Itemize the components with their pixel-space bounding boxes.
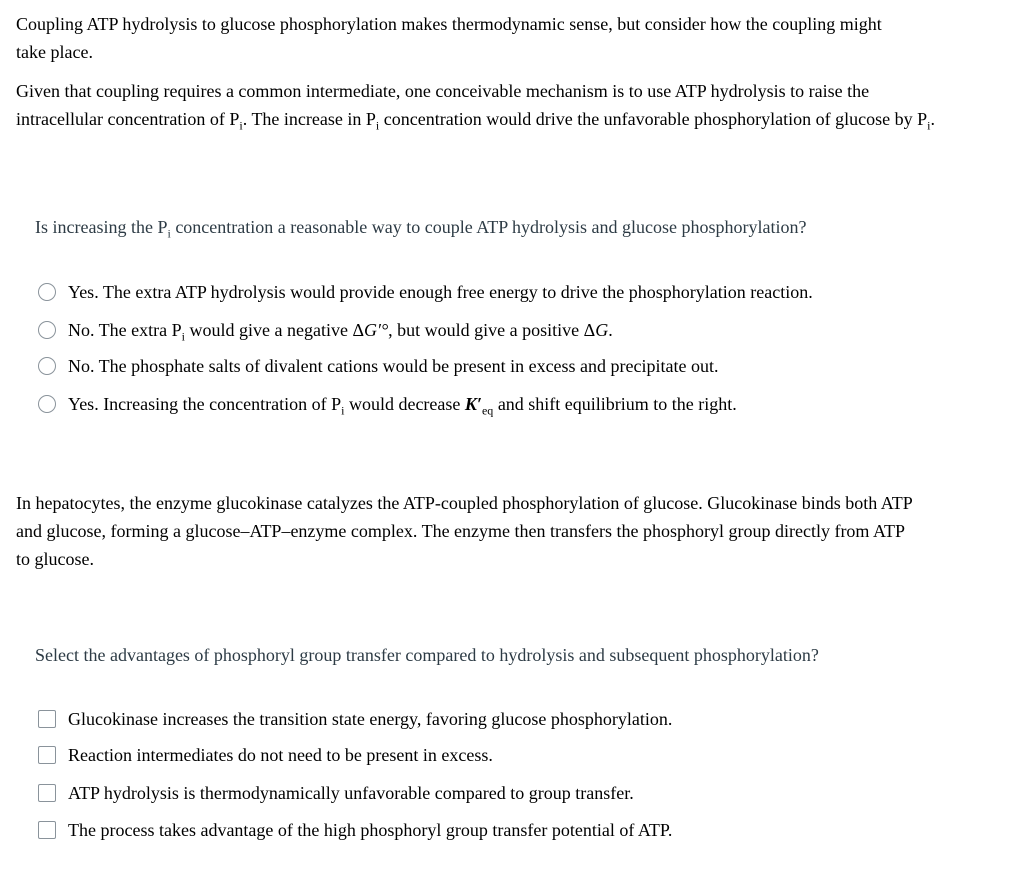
checkbox[interactable] [38, 821, 56, 839]
option-label: No. The phosphate salts of divalent cations would be present in excess and precipitate out. [68, 355, 719, 376]
intro-text: Given that coupling requires a common intermediate, one conceivable mechanism is to use ATP hydrolysis to raise the [16, 81, 870, 101]
q1-option-1[interactable] [38, 277, 813, 307]
subscript: i [239, 118, 243, 133]
context-line: and glucose, forming a glucose–ATP–enzyme complex. The enzyme then transfers the phosphoryl group directly from ATP [16, 521, 905, 541]
prompt-text: Is increasing the P [35, 217, 168, 237]
q2-option-3[interactable] [38, 778, 634, 808]
subscript: i [167, 226, 171, 241]
option-label: Glucokinase increases the transition state energy, favoring glucose phosphorylation. [68, 708, 673, 729]
radio-button[interactable] [38, 395, 56, 413]
question-1-prompt [35, 214, 807, 240]
option-label: ATP hydrolysis is thermodynamically unfavorable compared to group transfer. [68, 782, 634, 803]
context-line: to glucose. [16, 549, 94, 569]
question-2-prompt: Select the advantages of phosphoryl group transfer compared to hydrolysis and subsequent phosphorylation? [35, 645, 819, 665]
option-label: The process takes advantage of the high phosphoryl group transfer potential of ATP. [68, 819, 673, 840]
subscript: i [375, 118, 380, 133]
checkbox[interactable] [38, 746, 56, 764]
intro-paragraph-1 [16, 10, 1020, 66]
option-label: Yes. The extra ATP hydrolysis would provide enough free energy to drive the phosphorylation reaction. [68, 281, 813, 302]
q2-option-2[interactable] [38, 740, 493, 770]
intro-text: . The increase in P [242, 109, 376, 129]
option-label: No. The extra $P_i$ would give a negative ΔG′°, but would give a positive ΔG. [68, 319, 613, 344]
q1-option-4[interactable] [38, 389, 737, 419]
q2-option-4[interactable] [38, 815, 672, 845]
q2-option-1[interactable] [38, 704, 672, 734]
radio-button[interactable] [38, 321, 56, 339]
checkbox[interactable] [38, 710, 56, 728]
prompt-text: concentration a reasonable way to couple ATP hydrolysis and glucose phosphorylation? [170, 217, 807, 237]
intro-text: concentration would drive the unfavorable phosphorylation of glucose by P [379, 109, 928, 129]
option-label: Reaction intermediates do not need to be present in excess. [68, 744, 493, 765]
option-label: Yes. Increasing the concentration of $P_i$ would decrease $K'_{eq}$ and shift equilibrium to the right. [68, 393, 737, 418]
q1-option-2[interactable] [38, 315, 613, 345]
context-paragraph [16, 489, 1020, 573]
intro-line: take place. [16, 42, 93, 62]
intro-text: intracellular concentration of P [16, 109, 240, 129]
subscript: i [927, 118, 931, 133]
intro-text: . [930, 109, 935, 129]
radio-button[interactable] [38, 357, 56, 375]
intro-paragraph-2 [16, 77, 1020, 133]
q1-option-3[interactable] [38, 351, 719, 381]
checkbox[interactable] [38, 784, 56, 802]
context-line: In hepatocytes, the enzyme glucokinase catalyzes the ATP-coupled phosphorylation of glucose. Glucokinase binds both ATP [16, 493, 913, 513]
radio-button[interactable] [38, 283, 56, 301]
intro-line: Coupling ATP hydrolysis to glucose phosphorylation makes thermodynamic sense, but consider how the coupling might [16, 14, 882, 34]
